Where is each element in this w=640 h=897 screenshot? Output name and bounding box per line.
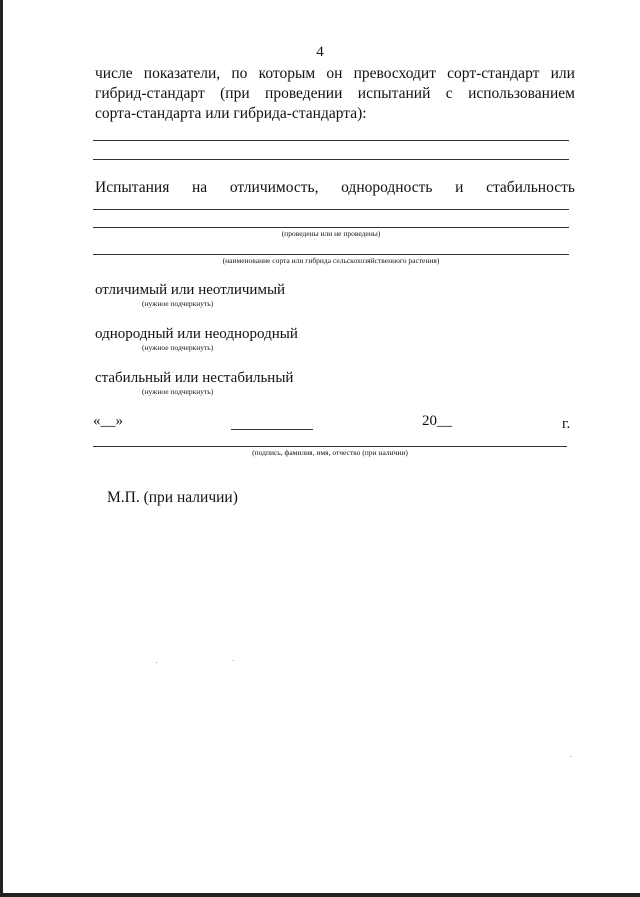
word: на <box>192 179 208 196</box>
choice-uniform: однородный или неоднородный <box>95 326 298 342</box>
word: стабильность <box>486 179 575 196</box>
underline-note: (нужное подчеркнуть) <box>142 387 214 396</box>
word: сорт-стандарт <box>447 65 540 82</box>
word: с <box>445 85 453 102</box>
blank-line <box>93 227 569 228</box>
scan-speck <box>233 660 234 661</box>
underline-note: (нужное подчеркнуть) <box>142 343 214 352</box>
scan-speck <box>570 756 571 757</box>
underline-note: (нужное подчеркнуть) <box>142 299 214 308</box>
blank-line <box>93 209 569 210</box>
intro-line-3: сорта-стандарта или гибрида-стандарта): <box>95 105 367 122</box>
date-suffix: г. <box>562 416 571 432</box>
word: которым <box>258 65 316 82</box>
blank-line <box>93 140 569 141</box>
word: и <box>455 179 464 196</box>
word: испытаний <box>357 85 431 102</box>
signature-line <box>93 446 567 447</box>
caption-signature: (подпись, фамилия, имя, отчество (при наличии) <box>252 448 408 457</box>
date-year: 20__ <box>422 413 452 429</box>
word: проведении <box>265 85 343 102</box>
word: гибрид-стандарт <box>95 85 205 102</box>
caption-conducted: (проведены или не проведены) <box>281 229 381 238</box>
word: использованием <box>468 85 575 102</box>
word: (при <box>220 85 250 102</box>
date-day: «__» <box>93 413 123 429</box>
caption-variety-name: (наименование сорта или гибрида сельскохозяйственного растения) <box>222 256 440 265</box>
word: числе <box>95 65 133 82</box>
intro-paragraph <box>95 64 575 124</box>
word: он <box>326 65 343 82</box>
tests-line <box>95 178 575 198</box>
word: показатели, <box>143 65 221 82</box>
scan-speck <box>156 662 157 663</box>
word: по <box>231 65 248 82</box>
intro-line-2 <box>95 84 575 104</box>
scan-edge-left <box>0 0 3 897</box>
intro-line-1 <box>95 64 575 84</box>
word: отличимость, <box>229 179 319 196</box>
word: однородность <box>341 179 433 196</box>
choice-distinct: отличимый или неотличимый <box>95 282 286 298</box>
word: или <box>550 65 575 82</box>
seal-label: М.П. (при наличии) <box>107 489 238 506</box>
scan-edge-bottom <box>0 893 640 897</box>
date-month-line <box>231 429 313 430</box>
choice-stable: стабильный или нестабильный <box>95 370 294 386</box>
blank-line <box>93 159 569 160</box>
word: превосходит <box>353 65 436 82</box>
word: Испытания <box>95 179 170 196</box>
blank-line <box>93 254 569 255</box>
page-number: 4 <box>316 44 324 60</box>
